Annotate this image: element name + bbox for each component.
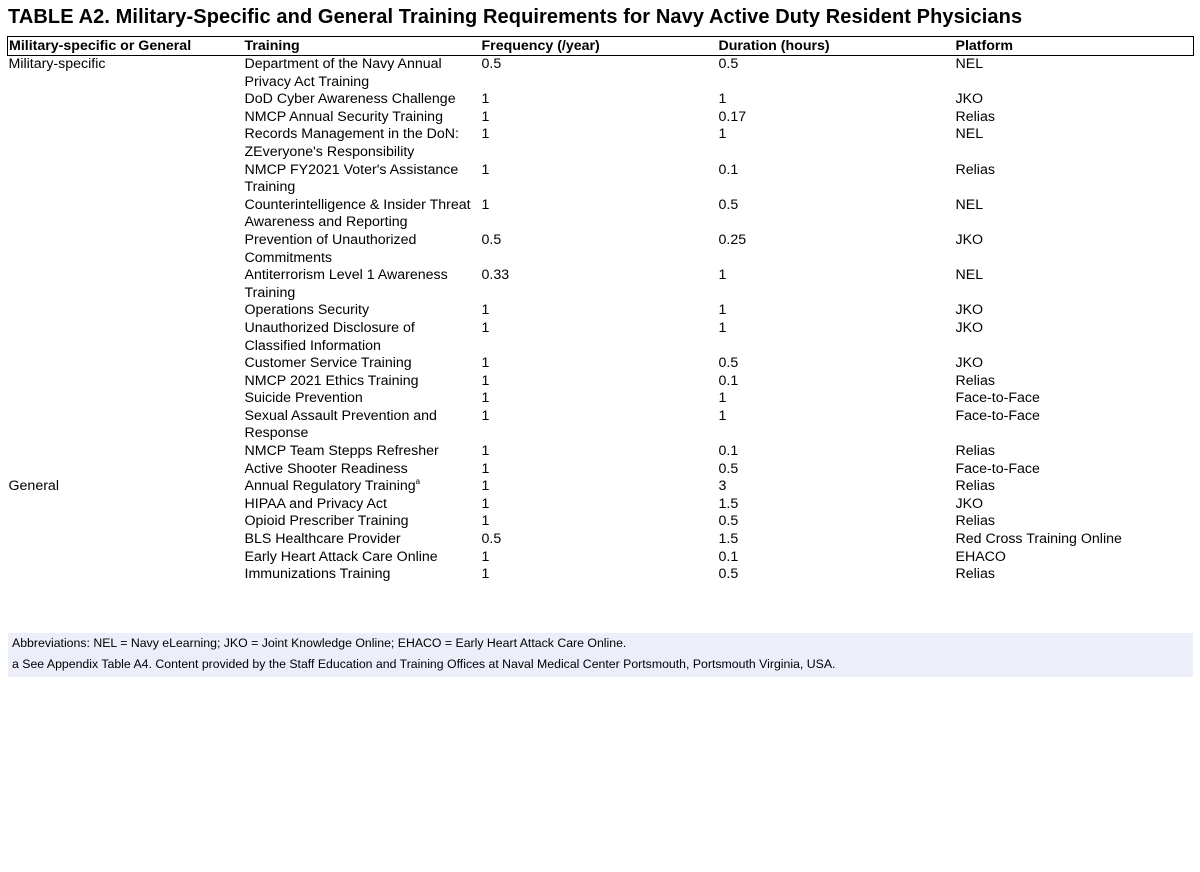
platform-text: Relias: [955, 372, 995, 389]
table-footnotes: [8, 633, 1193, 677]
platform-text: JKO: [955, 302, 984, 319]
training-requirements-table: [7, 36, 1194, 584]
duration-text: 0.1: [718, 372, 739, 389]
platform-cell: [955, 373, 1194, 391]
duration-cell: [718, 162, 955, 197]
platform-text: JKO: [955, 319, 984, 336]
table-row: [8, 496, 1194, 514]
frequency-cell: [481, 478, 718, 496]
platform-text: JKO: [955, 495, 984, 512]
frequency-text: 1: [481, 407, 490, 424]
category-cell: [8, 566, 244, 584]
duration-text: 0.5: [718, 355, 739, 372]
category-text: Military-specific: [8, 56, 106, 72]
frequency-text: 1: [481, 372, 490, 389]
training-text: Department of the Navy Annual Privacy Act Training: [244, 56, 442, 90]
platform-text: JKO: [955, 355, 984, 372]
category-text: General: [8, 478, 59, 495]
frequency-text: 0.5: [481, 231, 502, 248]
duration-text: 0.17: [718, 108, 747, 125]
platform-text: JKO: [955, 231, 984, 248]
training-cell: [244, 232, 481, 267]
header-duration: Duration (hours): [718, 37, 955, 56]
training-text: Operations Security: [244, 302, 370, 319]
frequency-text: 1: [481, 443, 490, 460]
platform-cell: [955, 56, 1194, 92]
platform-cell: [955, 390, 1194, 408]
duration-text: 0.5: [718, 566, 739, 583]
header-frequency: Frequency (/year): [481, 37, 718, 56]
platform-cell: [955, 408, 1194, 443]
header-training: Training: [244, 37, 481, 56]
category-cell: [8, 390, 244, 408]
frequency-text: 0.33: [481, 267, 510, 284]
footnote-a: a See Appendix Table A4. Content provided by the Staff Education and Training Offices at Naval Medical Center Portsmouth, Portsmouth Virginia, USA.: [12, 657, 836, 671]
platform-text: Face-to-Face: [955, 390, 1040, 407]
table-row: [8, 56, 1194, 92]
training-text: Customer Service Training: [244, 355, 412, 372]
frequency-cell: [481, 162, 718, 197]
platform-text: Relias: [955, 478, 995, 495]
category-cell: [8, 373, 244, 391]
table-row: [8, 267, 1194, 302]
training-text: NMCP Team Stepps Refresher: [244, 443, 439, 460]
category-cell: [8, 531, 244, 549]
table-row: [8, 197, 1194, 232]
duration-text: 1.5: [718, 531, 739, 548]
training-cell: [244, 109, 481, 127]
training-cell: [244, 531, 481, 549]
duration-cell: [718, 267, 955, 302]
duration-cell: [718, 443, 955, 461]
platform-cell: [955, 197, 1194, 232]
table-row: [8, 232, 1194, 267]
training-cell: [244, 478, 481, 496]
category-cell: [8, 267, 244, 302]
training-text: NMCP 2021 Ethics Training: [244, 372, 419, 389]
platform-cell: [955, 91, 1194, 109]
header-platform: Platform: [955, 37, 1194, 56]
training-text: Opioid Prescriber Training: [244, 513, 409, 530]
frequency-cell: [481, 443, 718, 461]
platform-cell: [955, 496, 1194, 514]
category-cell: [8, 549, 244, 567]
training-text: Suicide Prevention: [244, 390, 363, 407]
platform-cell: [955, 162, 1194, 197]
training-text: Early Heart Attack Care Online: [244, 548, 438, 565]
frequency-text: 0.5: [481, 531, 502, 548]
table-row: [8, 461, 1194, 479]
table-row: [8, 373, 1194, 391]
frequency-cell: [481, 126, 718, 161]
table-header: [8, 37, 1194, 56]
duration-text: 1.5: [718, 495, 739, 512]
duration-cell: [718, 478, 955, 496]
training-cell: [244, 355, 481, 373]
training-text: HIPAA and Privacy Act: [244, 495, 387, 512]
duration-cell: [718, 531, 955, 549]
duration-cell: [718, 513, 955, 531]
platform-text: Face-to-Face: [955, 407, 1040, 424]
platform-text: Relias: [955, 161, 995, 178]
category-cell: [8, 126, 244, 161]
table-row: [8, 549, 1194, 567]
duration-cell: [718, 549, 955, 567]
table-row: [8, 109, 1194, 127]
header-category: Military-specific or General: [8, 37, 244, 56]
frequency-text: 1: [481, 548, 490, 565]
table-row: [8, 302, 1194, 320]
training-text: Annual Regulatory Training: [244, 478, 416, 495]
frequency-text: 1: [481, 91, 490, 108]
training-text: Prevention of Unauthorized Commitments: [244, 231, 417, 266]
frequency-cell: [481, 56, 718, 92]
frequency-text: 1: [481, 108, 490, 125]
platform-text: JKO: [955, 91, 984, 108]
frequency-text: 1: [481, 196, 490, 213]
duration-text: 0.5: [718, 513, 739, 530]
category-cell: [8, 496, 244, 514]
category-cell: [8, 320, 244, 355]
duration-text: 0.1: [718, 548, 739, 565]
frequency-text: 0.5: [481, 56, 502, 72]
duration-cell: [718, 302, 955, 320]
duration-cell: [718, 566, 955, 584]
frequency-cell: [481, 531, 718, 549]
training-cell: [244, 126, 481, 161]
training-cell: [244, 162, 481, 197]
frequency-text: 1: [481, 390, 490, 407]
category-cell: [8, 461, 244, 479]
platform-text: Face-to-Face: [955, 460, 1040, 477]
training-cell: [244, 320, 481, 355]
platform-cell: [955, 126, 1194, 161]
training-cell: [244, 197, 481, 232]
duration-cell: [718, 355, 955, 373]
platform-cell: [955, 302, 1194, 320]
frequency-text: 1: [481, 355, 490, 372]
abbreviations-note: Abbreviations: NEL = Navy eLearning; JKO = Joint Knowledge Online; EHACO = Early Heart Attack Care Online.: [12, 636, 627, 650]
category-cell: [8, 408, 244, 443]
platform-cell: [955, 531, 1194, 549]
platform-text: Relias: [955, 566, 995, 583]
frequency-text: 1: [481, 495, 490, 512]
duration-cell: [718, 373, 955, 391]
frequency-text: 1: [481, 478, 490, 495]
training-text: Counterintelligence & Insider Threat Awareness and Reporting: [244, 196, 471, 231]
training-cell: [244, 513, 481, 531]
platform-cell: [955, 267, 1194, 302]
training-cell: [244, 496, 481, 514]
platform-text: Relias: [955, 443, 995, 460]
duration-cell: [718, 320, 955, 355]
training-cell: [244, 91, 481, 109]
table-row: [8, 162, 1194, 197]
duration-text: 0.1: [718, 443, 739, 460]
frequency-cell: [481, 267, 718, 302]
platform-cell: [955, 461, 1194, 479]
duration-cell: [718, 232, 955, 267]
platform-text: NEL: [955, 56, 984, 72]
platform-cell: [955, 478, 1194, 496]
category-cell: [8, 478, 244, 496]
frequency-cell: [481, 549, 718, 567]
duration-cell: [718, 56, 955, 92]
duration-text: 1: [718, 126, 727, 143]
frequency-text: 1: [481, 319, 490, 336]
training-cell: [244, 549, 481, 567]
frequency-cell: [481, 91, 718, 109]
training-cell: [244, 390, 481, 408]
training-cell: [244, 373, 481, 391]
platform-cell: [955, 320, 1194, 355]
duration-text: 1: [718, 302, 727, 319]
duration-cell: [718, 496, 955, 514]
frequency-cell: [481, 197, 718, 232]
frequency-cell: [481, 496, 718, 514]
frequency-cell: [481, 320, 718, 355]
platform-text: Relias: [955, 513, 995, 530]
category-cell: [8, 56, 244, 92]
duration-cell: [718, 91, 955, 109]
platform-cell: [955, 443, 1194, 461]
frequency-text: 1: [481, 302, 490, 319]
training-text: Sexual Assault Prevention and Response: [244, 407, 437, 442]
table-row: [8, 91, 1194, 109]
duration-text: 1: [718, 267, 727, 284]
platform-text: Red Cross Training Online: [955, 531, 1122, 548]
duration-text: 0.5: [718, 56, 739, 72]
platform-cell: [955, 355, 1194, 373]
duration-cell: [718, 126, 955, 161]
duration-text: 1: [718, 390, 727, 407]
duration-cell: [718, 197, 955, 232]
training-text: NMCP FY2021 Voter's Assistance Training: [244, 161, 459, 196]
frequency-cell: [481, 232, 718, 267]
training-text: BLS Healthcare Provider: [244, 531, 401, 548]
training-text: NMCP Annual Security Training: [244, 108, 443, 125]
frequency-text: 1: [481, 566, 490, 583]
duration-cell: [718, 408, 955, 443]
frequency-cell: [481, 390, 718, 408]
category-cell: [8, 197, 244, 232]
platform-cell: [955, 513, 1194, 531]
category-cell: [8, 232, 244, 267]
frequency-text: 1: [481, 126, 490, 143]
frequency-cell: [481, 461, 718, 479]
table-row: [8, 443, 1194, 461]
table-row: [8, 513, 1194, 531]
platform-cell: [955, 232, 1194, 267]
training-cell: [244, 443, 481, 461]
category-cell: [8, 162, 244, 197]
footnote-marker: a: [415, 477, 421, 487]
platform-text: EHACO: [955, 548, 1006, 565]
category-cell: [8, 443, 244, 461]
category-cell: [8, 91, 244, 109]
platform-text: NEL: [955, 267, 984, 284]
frequency-cell: [481, 109, 718, 127]
frequency-cell: [481, 373, 718, 391]
duration-text: 1: [718, 91, 727, 108]
frequency-text: 1: [481, 460, 490, 477]
table-row: [8, 320, 1194, 355]
header-row: [8, 37, 1194, 56]
frequency-cell: [481, 566, 718, 584]
duration-text: 0.25: [718, 231, 747, 248]
training-cell: [244, 566, 481, 584]
duration-text: 0.1: [718, 161, 739, 178]
table-row: [8, 478, 1194, 496]
training-text: Immunizations Training: [244, 566, 391, 583]
frequency-text: 1: [481, 513, 490, 530]
duration-cell: [718, 109, 955, 127]
frequency-text: 1: [481, 161, 490, 178]
duration-text: 0.5: [718, 460, 739, 477]
table-title: TABLE A2. Military-Specific and General Training Requirements for Navy Active Duty Resident Physicians: [8, 6, 1023, 28]
table-row: [8, 390, 1194, 408]
duration-cell: [718, 390, 955, 408]
category-cell: [8, 302, 244, 320]
table-row: [8, 355, 1194, 373]
table-row: [8, 408, 1194, 443]
training-cell: [244, 56, 481, 92]
training-cell: [244, 461, 481, 479]
frequency-cell: [481, 355, 718, 373]
training-text: DoD Cyber Awareness Challenge: [244, 91, 456, 108]
category-cell: [8, 355, 244, 373]
training-cell: [244, 267, 481, 302]
training-text: Unauthorized Disclosure of Classified Information: [244, 319, 415, 354]
frequency-cell: [481, 408, 718, 443]
table-body: [8, 56, 1194, 584]
frequency-cell: [481, 302, 718, 320]
table-row: [8, 566, 1194, 584]
platform-text: NEL: [955, 196, 984, 213]
training-text: Active Shooter Readiness: [244, 460, 408, 477]
category-cell: [8, 513, 244, 531]
table-row: [8, 531, 1194, 549]
platform-cell: [955, 549, 1194, 567]
duration-text: 1: [718, 407, 727, 424]
platform-cell: [955, 566, 1194, 584]
duration-text: 1: [718, 319, 727, 336]
duration-text: 3: [718, 478, 727, 495]
training-text: Antiterrorism Level 1 Awareness Training: [244, 267, 448, 301]
duration-text: 0.5: [718, 196, 739, 213]
platform-text: Relias: [955, 108, 995, 125]
training-cell: [244, 302, 481, 320]
table-row: [8, 126, 1194, 161]
platform-text: NEL: [955, 126, 984, 143]
training-text: Records Management in the DoN: ZEveryone's Responsibility: [244, 126, 459, 160]
duration-cell: [718, 461, 955, 479]
training-cell: [244, 408, 481, 443]
category-cell: [8, 109, 244, 127]
frequency-cell: [481, 513, 718, 531]
platform-cell: [955, 109, 1194, 127]
